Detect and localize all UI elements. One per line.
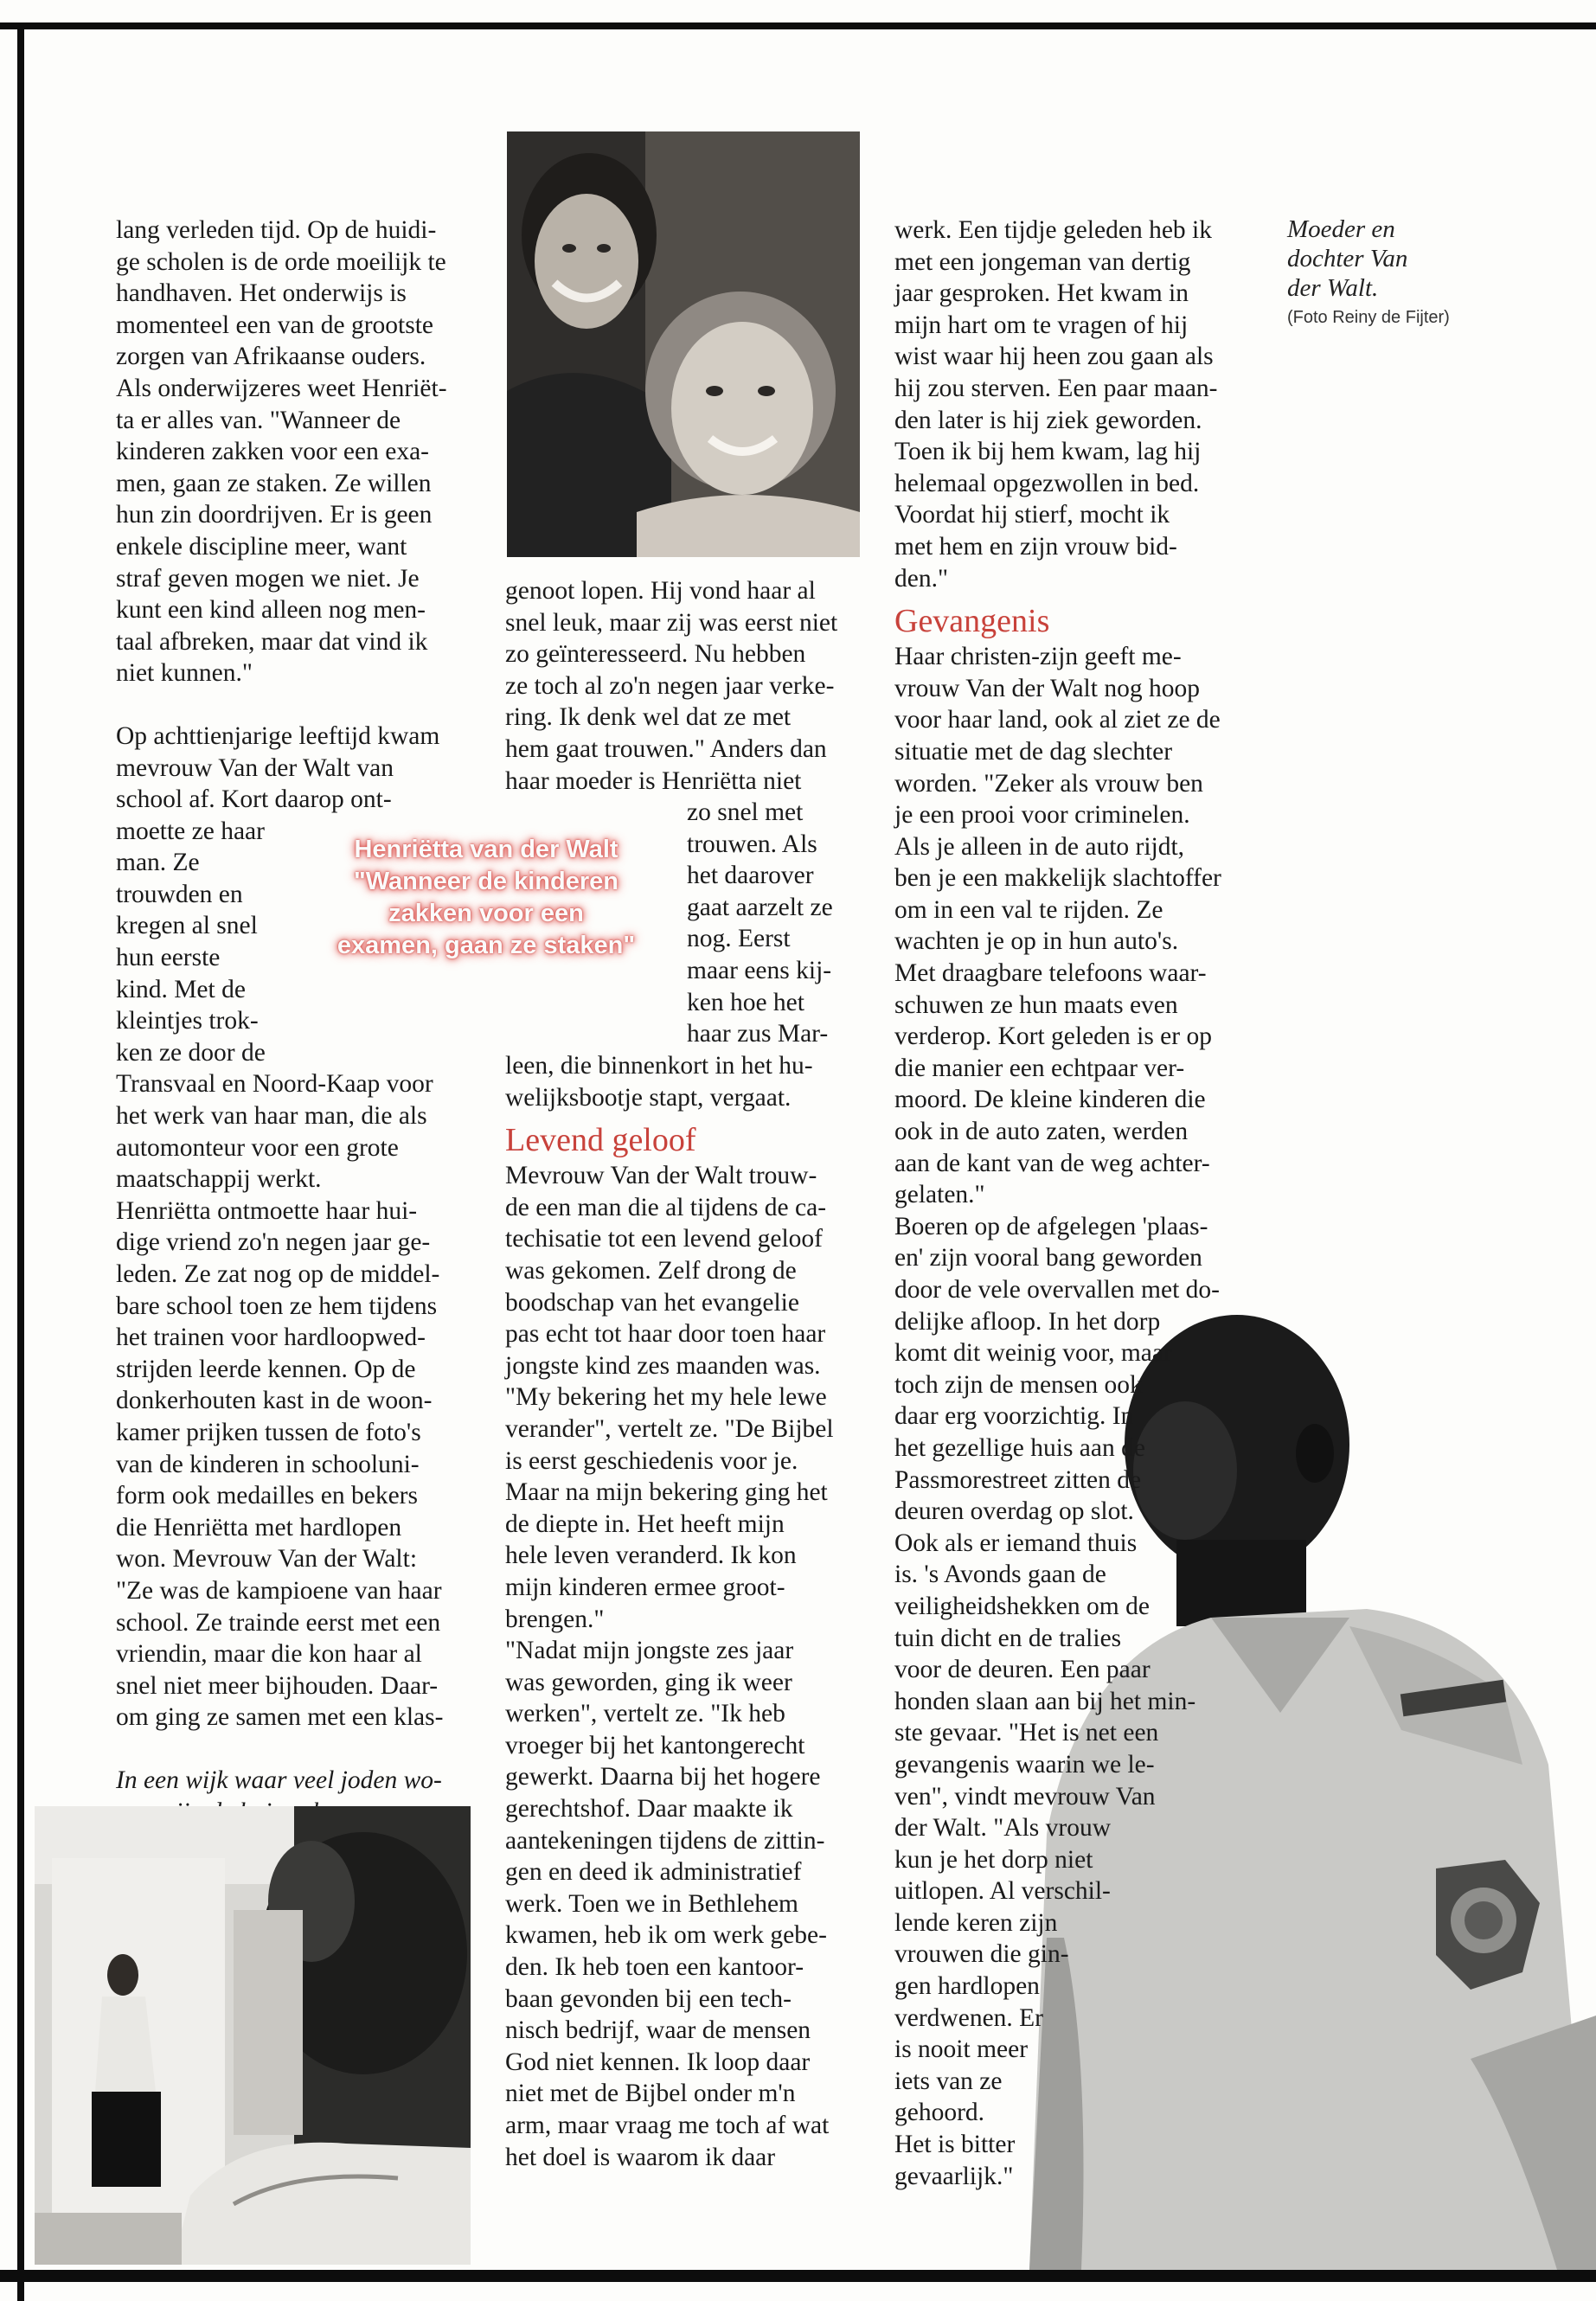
text-line: verdwenen. Er — [894, 2003, 1044, 2032]
text-line: hele leven veranderd. Ik kon — [505, 1541, 797, 1570]
text-line: hij zou sterven. Een paar maan- — [894, 374, 1218, 402]
text-line: den." — [894, 564, 949, 593]
text-line: gehoord. — [894, 2099, 985, 2127]
text-line: is eerst geschiedenis voor je. — [505, 1446, 798, 1475]
text-line: donkerhouten kast in de woon- — [116, 1387, 433, 1415]
text-line: hun zin doordrijven. Er is geen — [116, 501, 433, 529]
text-line: straf geven mogen we niet. Je — [116, 564, 420, 593]
text-line: wachten je op in hun auto's. — [894, 927, 1179, 956]
text-line: leden. Ze zat nog op de middel- — [116, 1260, 440, 1288]
caption-line: der Walt. — [1287, 274, 1379, 302]
text-line: ook in de auto zaten, werden — [894, 1118, 1189, 1146]
text-line: Henriëtta ontmoette haar hui- — [116, 1196, 418, 1225]
text-line: men, gaan ze staken. Ze willen — [116, 469, 432, 497]
text-line: aantekeningen tijdens de zittin- — [505, 1826, 825, 1855]
text-line: de diepte in. Het heeft mijn — [505, 1509, 785, 1538]
text-line: mijn hart om te vragen of hij — [894, 311, 1189, 339]
text-line: trouwen. Als — [687, 830, 817, 858]
text-line: aan de kant van de weg achter- — [894, 1149, 1210, 1177]
text-line: welijksbootje stapt, vergaat. — [505, 1083, 792, 1112]
text-line: de een man die al tijdens de ca- — [505, 1193, 827, 1221]
text-line: tuin dicht en de tralies — [894, 1624, 1122, 1652]
pull-quote-line: zakken voor een — [388, 900, 584, 927]
text-line: ste gevaar. "Het is net een — [894, 1719, 1159, 1747]
section-heading-gevangenis: Gevangenis — [894, 603, 1050, 640]
photo-caption-mother-daughter — [1287, 215, 1477, 332]
text-line: voor de deuren. Een paar — [894, 1656, 1151, 1684]
text-line: gevangenis waarin we le- — [894, 1750, 1155, 1779]
text-line: ken hoe het — [687, 988, 804, 1016]
text-line: Het is bitter — [894, 2131, 1016, 2159]
column-2-wrap — [687, 797, 833, 1050]
text-line: iets van ze — [894, 2067, 1003, 2095]
text-line: veiligheidshekken om de — [894, 1592, 1150, 1620]
text-line: om ging ze samen met een klas- — [116, 1703, 444, 1732]
text-line: vrouwen die gin- — [894, 1940, 1069, 1969]
text-line: je een prooi voor criminelen. — [894, 801, 1190, 830]
text-line: gaat aarzelt ze — [687, 893, 833, 921]
text-line: kinderen zakken voor een exa- — [116, 438, 430, 466]
pull-quote-line: "Wanneer de kinderen — [354, 868, 619, 895]
text-line: snel leuk, maar zij was eerst niet — [505, 608, 838, 637]
column-2-body — [505, 1050, 834, 2173]
caption-line: dochter Van — [1287, 245, 1408, 272]
text-line: techisatie tot een levend geloof — [505, 1225, 823, 1253]
text-line: trouwden en — [116, 880, 243, 908]
bottom-border — [0, 2270, 1596, 2282]
text-line: honden slaan aan bij het min- — [894, 1687, 1196, 1715]
text-line: het trainen voor hardloopwed- — [116, 1324, 426, 1352]
text-line: die Henriëtta met hardlopen — [116, 1513, 402, 1541]
text-line: Ook als er iemand thuis — [894, 1529, 1138, 1557]
text-line: genoot lopen. Hij vond haar al — [505, 577, 816, 605]
text-line: deuren overdag op slot. — [894, 1497, 1134, 1526]
text-line: haar moeder is Henriëtta niet — [505, 766, 802, 795]
text-line: nisch bedrijf, waar de mensen — [505, 2016, 811, 2045]
text-line: God niet kennen. Ik loop daar — [505, 2048, 811, 2076]
text-line: ben je een makkelijk slachtoffer — [894, 864, 1221, 893]
pull-quote — [313, 834, 659, 962]
text-line: het gezellige huis aan de — [894, 1433, 1145, 1462]
text-line: "My bekering het my hele lewe — [505, 1383, 827, 1412]
text-line: maar eens kij- — [687, 956, 832, 984]
text-line: kregen al snel — [116, 912, 258, 940]
text-line: is nooit meer — [894, 2035, 1029, 2064]
text-line: handhaven. Het onderwijs is — [116, 279, 407, 308]
text-line: jaar gesproken. Het kwam in — [894, 279, 1189, 308]
text-line: schuwen ze hun maats even — [894, 990, 1178, 1019]
text-line: lang verleden tijd. Op de huidi- — [116, 216, 437, 244]
photo-walled-house — [35, 1806, 471, 2265]
text-line: arm, maar vraag me toch af wat — [505, 2112, 830, 2139]
photo-credit: (Foto Reiny de Fijter) — [1287, 308, 1450, 327]
text-line: school. Ze trainde eerst met een — [116, 1608, 441, 1637]
text-line: der Walt. "Als vrouw — [894, 1814, 1112, 1843]
text-line: voor haar land, ook al ziet ze de — [894, 706, 1221, 734]
text-line: ken ze door de — [116, 1038, 266, 1067]
text-line: taal afbreken, maar dat vind ik — [116, 627, 428, 656]
text-line: gen hardlopen — [894, 1972, 1040, 2001]
text-line: van de kinderen in schooluni- — [116, 1450, 420, 1478]
text-line: lende keren zijn — [894, 1908, 1058, 1937]
text-line: kamer prijken tussen de foto's — [116, 1418, 421, 1446]
text-line: kleintjes trok- — [116, 1007, 259, 1035]
text-line: Voordat hij stierf, mocht ik — [894, 501, 1170, 529]
text-line: mijn kinderen ermee groot- — [505, 1573, 785, 1601]
text-line: ta er alles van. "Wanneer de — [116, 406, 401, 434]
text-line: den later is hij ziek geworden. — [894, 406, 1202, 434]
text-line: automonteur voor een grote — [116, 1133, 399, 1162]
text-line: "Ze was de kampioene van haar — [116, 1576, 442, 1605]
text-line: school af. Kort daarop ont- — [116, 785, 392, 814]
text-line: gerechtshof. Daar maakte ik — [505, 1795, 793, 1823]
text-line: Met draagbare telefoons waar- — [894, 959, 1207, 988]
text-line: kwamen, heb ik om werk gebe- — [505, 1921, 827, 1950]
text-line: moord. De kleine kinderen die — [894, 1086, 1206, 1114]
text-line: "Nadat mijn jongste zes jaar — [505, 1637, 794, 1665]
photo-mother-daughter — [507, 131, 860, 557]
text-line: den. Ik heb toen een kantoor- — [505, 1953, 804, 1982]
text-line: nog. Eerst — [687, 925, 791, 953]
text-line: gen en deed ik administratief — [505, 1858, 802, 1887]
text-line: enkele discipline meer, want — [116, 532, 407, 561]
text-line: momenteel een van de grootste — [116, 311, 433, 339]
text-line: en' zijn vooral bang geworden — [894, 1244, 1202, 1272]
text-line: baan gevonden bij een tech- — [505, 1984, 792, 2013]
text-line: verderop. Kort geleden is er op — [894, 1022, 1212, 1051]
text-line: Transvaal en Noord-Kaap voor — [116, 1070, 433, 1099]
text-line: het daarover — [687, 862, 814, 890]
text-line: ze toch al zo'n negen jaar verke- — [505, 671, 835, 700]
text-line: toch zijn de mensen ook — [894, 1370, 1143, 1399]
text-line: kunt een kind alleen nog men- — [116, 596, 426, 625]
text-line: Haar christen-zijn geeft me- — [894, 643, 1182, 671]
text-line: gewerkt. Daarna bij het hogere — [505, 1763, 821, 1791]
text-line: haar zus Mar- — [687, 1020, 829, 1048]
text-line: vriendin, maar die kon haar al — [116, 1640, 422, 1669]
text-line: komt dit weinig voor, maar — [894, 1339, 1172, 1368]
text-line: door de vele overvallen met do- — [894, 1276, 1220, 1304]
text-line: vroeger bij het kantongerecht — [505, 1731, 805, 1759]
text-line: werk. Toen we in Bethlehem — [505, 1889, 799, 1918]
text-line: zo geïnteresseerd. Nu hebben — [505, 640, 806, 669]
text-line: mevrouw Van der Walt van — [116, 753, 394, 782]
text-line: Mevrouw Van der Walt trouw- — [505, 1162, 817, 1190]
text-line: Boeren op de afgelegen 'plaas- — [894, 1212, 1208, 1240]
pull-quote-line: examen, gaan ze staken" — [337, 932, 636, 959]
text-line: bare school toen ze hem tijdens — [116, 1292, 438, 1320]
text-line: uitlopen. Al verschil- — [894, 1877, 1111, 1906]
text-line: maatschappij werkt. — [116, 1165, 322, 1194]
text-line: won. Mevrouw Van der Walt: — [116, 1545, 418, 1574]
text-line: gelaten." — [894, 1181, 985, 1209]
text-line: vrouw Van der Walt nog hoop — [894, 674, 1200, 702]
text-line: niet met de Bijbel onder m'n — [505, 2080, 796, 2108]
text-line: Als onderwijzeres weet Henriët- — [116, 374, 447, 402]
text-line: dige vriend zo'n negen jaar ge- — [116, 1228, 431, 1257]
column-1 — [116, 215, 447, 1862]
text-line: ring. Ik denk wel dat ze met — [505, 703, 792, 732]
text-line: daar erg voorzichtig. In — [894, 1402, 1134, 1431]
text-line: werken", vertelt ze. "Ik heb — [505, 1700, 785, 1728]
text-line: ge scholen is de orde moeilijk te — [116, 247, 446, 276]
caption-line: In een wijk waar veel joden wo- — [116, 1766, 442, 1794]
text-line: brengen." — [505, 1605, 605, 1633]
text-line: hun eerste — [116, 944, 221, 972]
text-line: leen, die binnenkort in het hu- — [505, 1052, 813, 1080]
text-line: moette ze haar — [116, 817, 265, 845]
text-line: het doel is waarom ik daar — [505, 2143, 776, 2171]
column-2-top — [505, 575, 837, 797]
text-line: delijke afloop. In het dorp — [894, 1307, 1161, 1336]
column-3 — [894, 215, 1221, 2192]
text-line: met hem en zijn vrouw bid- — [894, 532, 1177, 561]
left-border — [17, 22, 24, 2301]
section-heading-levend-geloof: Levend geloof — [505, 1122, 696, 1159]
text-line: worden. "Zeker als vrouw ben — [894, 769, 1203, 798]
text-line: verander", vertelt ze. "De Bijbel — [505, 1414, 834, 1443]
text-line: jongste kind zes maanden was. — [505, 1351, 821, 1380]
text-line: met een jongeman van dertig — [894, 247, 1191, 276]
text-line: was geworden, ging ik weer — [505, 1668, 792, 1696]
text-line: pas echt tot haar door toen haar — [505, 1320, 826, 1349]
text-line: Maar na mijn bekering ging het — [505, 1478, 828, 1507]
text-line: zorgen van Afrikaanse ouders. — [116, 343, 426, 371]
text-line: kun je het dorp niet — [894, 1845, 1093, 1874]
text-line: niet kunnen." — [116, 659, 253, 688]
text-line: form ook medailles en bekers — [116, 1482, 418, 1510]
pull-quote-line: Henriëtta van der Walt — [354, 836, 619, 863]
text-line: boodschap van het evangelie — [505, 1288, 799, 1317]
text-line: het werk van haar man, die als — [116, 1102, 427, 1131]
text-line: was gekomen. Zelf drong de — [505, 1256, 797, 1285]
text-line: gevaarlijk." — [894, 2162, 1014, 2190]
text-line: Toen ik bij hem kwam, lag hij — [894, 438, 1202, 466]
text-line: ven", vindt mevrouw Van — [894, 1782, 1156, 1811]
text-line: Op achttienjarige leeftijd kwam — [116, 721, 440, 750]
text-line: werk. Een tijdje geleden heb ik — [894, 216, 1212, 244]
text-line: Als je alleen in de auto rijdt, — [894, 832, 1185, 861]
text-line: hem gaat trouwen." Anders dan — [505, 734, 827, 763]
text-line: kind. Met de — [116, 975, 246, 1003]
text-line: helemaal opgezwollen in bed. — [894, 469, 1200, 497]
caption-line: Moeder en — [1287, 215, 1395, 243]
text-line: strijden leerde kennen. Op de — [116, 1355, 416, 1383]
text-line: wist waar hij heen zou gaan als — [894, 343, 1214, 371]
text-line: Passmorestreet zitten de — [894, 1465, 1142, 1494]
text-line: om in een val te rijden. Ze — [894, 895, 1163, 924]
text-line: situatie met de dag slechter — [894, 737, 1173, 766]
text-line: man. Ze — [116, 849, 200, 877]
text-line: snel niet meer bijhouden. Daar- — [116, 1671, 439, 1700]
text-line: die manier een echtpaar ver- — [894, 1054, 1185, 1082]
text-line: is. 's Avonds gaan de — [894, 1561, 1106, 1589]
text-line: zo snel met — [687, 798, 804, 826]
top-border — [0, 22, 1596, 29]
